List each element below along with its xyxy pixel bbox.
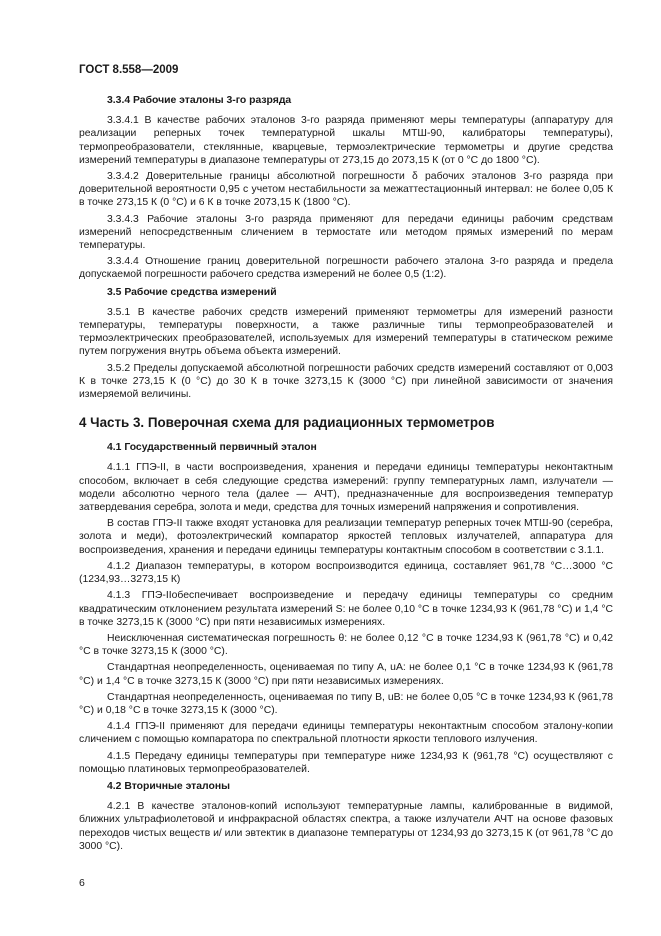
paragraph: 3.5.1 В качестве рабочих средств измерений применяют термометры для измерений разности температуры, температуры поверхности, а также различные типы термопреобразователей и термоэлектрических преобразователей, используемых для измерений температуры в статическом режиме путем погружения внутрь объема объекта измерений. xyxy=(79,306,613,358)
paragraph: Стандартная неопределенность, оцениваемая по типу В, uB: не более 0,05 °С в точке 1234,93 К (961,78 °С) и 0,18 °С в точке 3273,15 К (3000 °С). xyxy=(79,691,613,716)
paragraph: 3.3.4.3 Рабочие эталоны 3-го разряда применяют для передачи единицы рабочим средствам измерений непосредственным сличением в термостате или методом прямых измерений по мерам температуры. xyxy=(79,213,613,252)
paragraph: Стандартная неопределенность, оцениваемая по типу А, uA: не более 0,1 °С в точке 1234,93 К (961,78 °С) и 1,4 °С в точке 3273,15 К (3000 °С) при пяти независимых измерениях. xyxy=(79,662,613,687)
section-heading: 4.2 Вторичные эталоны xyxy=(107,780,231,792)
paragraph: 3.5.2 Пределы допускаемой абсолютной погрешности рабочих средств измерений составляют от 0,003 К в точке 273,15 К (0 °С) до 30 К в точке 3273,15 К (3000 °С) при линейной зависимости от значения измеряемой величины. xyxy=(79,362,613,401)
paragraph: 4.1.1 ГПЭ-II, в части воспроизведения, хранения и передачи единицы температуры неконтактным способом, включает в себя следующие средства измерений: группу температурных ламп, излучатели — модели абсолютно черного тела (далее — АЧТ), предназначенные для воспроизведения температур затвердевания серебра, золота и меди, средства для точных измерений напряжения и сопротивления. xyxy=(79,462,613,514)
section-heading: 3.5 Рабочие средства измерений xyxy=(107,286,277,298)
paragraph: Неисключенная систематическая погрешность θ: не более 0,12 °С в точке 1234,93 К (961,78 °С) и 0,42 °С в точке 3273,15 К (3000 °С). xyxy=(79,632,613,658)
paragraph: В состав ГПЭ-II также входят установка для реализации температур реперных точек МТШ-90 (серебра, золота и меди), фотоэлектрический компаратор яркостей тепловых излучателей, аппаратура для воспроизведения, хранения и передачи единицы температуры контактным способом в соответствии с 3.1.1. xyxy=(79,518,613,556)
section-heading: 4.1 Государственный первичный эталон xyxy=(107,442,317,454)
paragraph: 4.1.3 ГПЭ-IIобеспечивает воспроизведение и передачу единицы температуры со средним квадратическим отклонением результата измерений S: не более 0,10 °С в точке 1234,93 К (961,78 °С) и 1,4 °С в точке 3273,15 К (3000 °С) при пяти независимых измерениях. xyxy=(79,590,613,628)
document-header: ГОСТ 8.558—2009 xyxy=(79,64,179,76)
paragraph: 3.3.4.2 Доверительные границы абсолютной погрешности δ рабочих эталонов 3-го разряда при доверительной вероятности 0,95 с учетом нестабильности за межаттестационный интервал: не более 0,05 К в точке 273,15 К (0 °С) и 6 К в точке 2073,15 К (1800 °С). xyxy=(79,171,613,209)
section-heading: 3.3.4 Рабочие эталоны 3-го разряда xyxy=(107,95,292,106)
paragraph: 4.1.5 Передачу единицы температуры при температуре ниже 1234,93 К (961,78 °С) осуществляют с помощью платиновых термопреобразователей. xyxy=(79,750,613,775)
paragraph: 4.2.1 В качестве эталонов-копий используют температурные лампы, калиброванные в видимой, ближних ультрафиолетовой и инфракрасной областях спектра, а также излучатели АЧТ на основе фазовых переходов чистых веществ и/ или эвтектик в диапазоне температуры от 1234,93 до 3273,15 К (от 961,78 °С до 3000 °С). xyxy=(79,801,613,852)
document-body xyxy=(79,90,613,856)
paragraph: 4.1.4 ГПЭ-II применяют для передачи единицы температуры неконтактным способом эталону-копии сличением с помощью компаратора по спектральной плотности яркости теплового излучения. xyxy=(79,721,613,746)
paragraph: 3.3.4.1 В качестве рабочих эталонов 3-го разряда применяют меры температуры (аппаратуру для реализации реперных точек температурной шкалы МТШ-90, калибраторы температуры), термопреобразователи, стеклянные, кварцевые, термоэлектрические термометры и другие средства измерений температуры в диапазоне температуры от 273,15 до 2073,15 К (от 0 °С до 1800 °С). xyxy=(79,115,613,166)
paragraph: 4.1.2 Диапазон температуры, в котором воспроизводится единица, составляет 961,78 °С…3000 °С (1234,93…3273,15 К) xyxy=(79,560,613,586)
chapter-heading: 4 Часть 3. Поверочная схема для радиационных термометров xyxy=(79,415,495,431)
page-number: 6 xyxy=(79,877,85,889)
paragraph: 3.3.4.4 Отношение границ доверительной погрешности рабочего эталона 3-го разряда и предела допускаемой погрешности рабочего средства измерений не более 0,5 (1:2). xyxy=(79,256,613,281)
